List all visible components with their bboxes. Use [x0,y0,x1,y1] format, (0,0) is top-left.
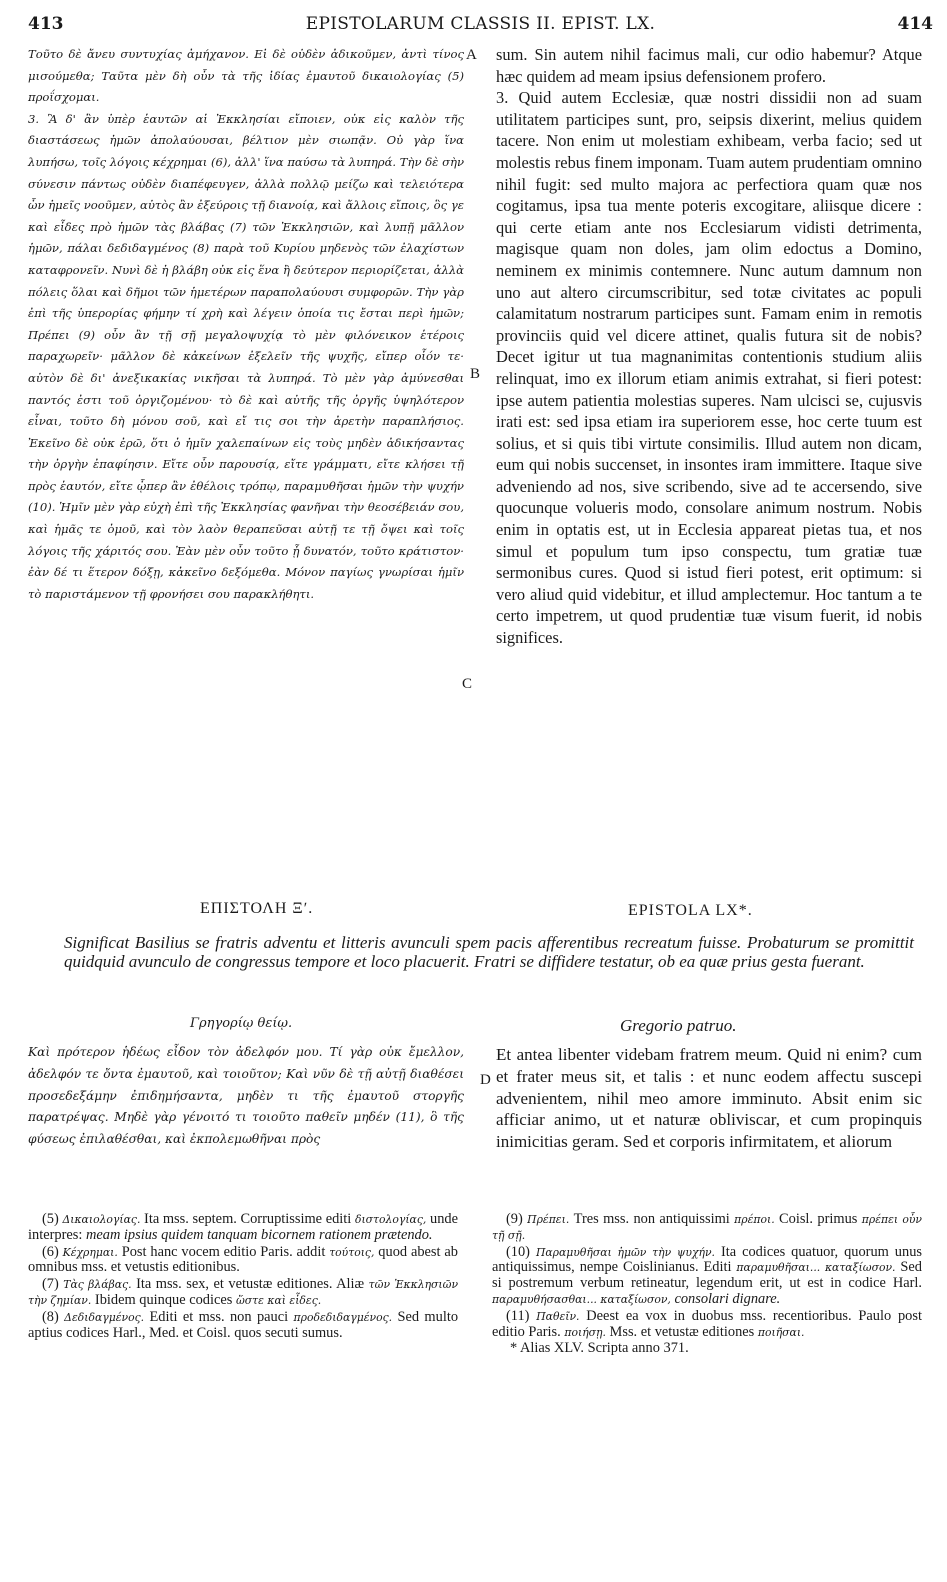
footnote-11 [492,1309,922,1341]
footnote-text: Ita codices quatuor, quorum unus antiquissimus, nempe Coislinianus. Editi [492,1243,922,1276]
footnote-9 [492,1212,922,1244]
margin-letter-c: C [462,676,473,692]
footnote-10 [492,1245,922,1308]
footnote-greek: τῶν Ἐκκλησιῶν τὴν ζημίαν. [28,1278,459,1307]
page-number-right: 414 [897,14,933,34]
footnote-text: Sed multo aptius codices Harl., Med. et Coisl. quos secuti sumus. [28,1308,459,1341]
alias-note: * Alias XLV. Scripta anno 371. [510,1340,689,1357]
footnote-lemma: Δεδιδαγμένος. [64,1310,145,1324]
address-latin: Gregorio patruo. [620,1016,737,1035]
margin-letter-b: B [470,366,481,382]
epistle-heading-latin: EPISTOLA LX*. [628,902,753,919]
footnote-6 [28,1245,458,1277]
footnotes-left [28,1212,458,1342]
footnote-lemma: Δικαιολογίας. [62,1213,141,1226]
footnote-text: Coisl. primus [779,1211,858,1227]
footnote-number: (5) [42,1211,59,1227]
running-head [28,10,933,40]
footnote-greek: διστολογίας, [354,1213,427,1226]
footnote-number: (11) [506,1307,530,1324]
footnote-5 [28,1212,458,1244]
footnote-greek: προδεδιδαγμένος. [293,1310,393,1324]
epistle-summary: Significat Basilius se fratris adventu et litteris avunculi spem pacis afferentibus recreatum fuisse. Probaturum se promittit quidquid avunculo de congressus tempore et loco placuerit. Fratri se diffidere testatur, ob ea quæ prius gesta fuerant. [64,933,914,971]
footnote-text: Deest ea vox in duobus mss. recentioribus. Paulo post editio Paris. [492,1307,922,1340]
footnote-text: Tres mss. non antiquissimi [573,1211,730,1227]
margin-letter-a: A [466,47,477,63]
page-title: EPISTOLARUM CLASSIS II. EPIST. LX. [305,14,656,34]
footnote-7 [28,1277,458,1309]
footnote-greek: παραμυθῆσαι... καταξίωσον. [736,1261,896,1275]
footnote-number: (9) [506,1211,523,1227]
footnote-text: unde interpres: [28,1211,458,1243]
footnote-lemma: Παθεῖν. [536,1309,580,1323]
footnote-text: Mss. et vetustæ editiones [609,1323,755,1340]
margin-letter-d: D [480,1072,491,1088]
footnote-text: Editi et mss. non pauci [149,1308,289,1325]
footnote-text: Post hanc vocem editio Paris. addit [121,1243,326,1260]
footnote-italic: consolari dignare. [674,1290,781,1307]
greek-letter-text: Καὶ πρότερον ἡδέως εἶδον τὸν ἀδελφόν μου. Τί γὰρ οὐκ ἔμελλον, ἀδελφόν τε ὄντα ἐμαυτοῦ, καὶ τοιοῦτον; Καὶ νῦν δὲ τῇ αὐτῇ διαθέσει προσεδεξάμην ἐπιδημήσαντα, μηδὲν τι τῆς ἐμαυτοῦ στοργῆς παρατρέψας. Μηδὲ γὰρ γένοιτό τι τοιοῦτο παθεῖν μηδέν (11), ὃ τῆς φύσεως ἐπιλαθέσθαι, καὶ ἐκπολεμωθῆναι πρὸς [28,1045,464,1147]
footnote-text: Ita mss. septem. Corruptissime editi [144,1211,352,1227]
footnote-lemma: Κέχρημαι. [62,1245,118,1259]
footnote-greek: πρέπει οὖν τῇ σῇ. [492,1213,922,1242]
footnote-greek: παραμυθήσασθαι... καταξίωσον, [492,1292,671,1306]
footnote-number: (6) [42,1243,59,1260]
page-number-left: 413 [28,14,64,34]
address-greek: Γρηγορίῳ θείῳ. [190,1016,293,1031]
footnotes-right [492,1212,922,1358]
footnote-8 [28,1310,458,1342]
footnote-lemma: Τὰς βλάβας. [63,1278,132,1292]
footnote-greek: τούτοις, [329,1245,375,1259]
footnote-text: quod abest ab omnibus mss. et vetustis editionibus. [28,1243,458,1276]
footnote-greek: ποιήσῃ. [564,1325,606,1339]
footnote-text: Ita mss. sex, et vetustæ editiones. Aliæ [136,1276,365,1293]
footnote-lemma: Πρέπει. [527,1213,570,1226]
latin-letter-text: Et antea libenter videbam fratrem meum. Quid ni enim? cum et frater meus sit, et talis : et nunc eodem affectu suscepi advenientem, nihil meo amore imminuto. Absit enim sic afficiar animo, ut et naturæ obliviscar, et cum propinquis inimicitias geram. Sed et corporis infirmitatem, et aliorum [496,1045,922,1152]
epistle-heading-greek: ΕΠΙΣΤΟΛΗ Ξʹ. [200,900,314,917]
footnote-lemma: Παραμυθῆσαι ἡμῶν τὴν ψυχήν. [535,1245,715,1259]
footnote-number: (8) [42,1308,59,1325]
footnote-greek: ὥστε καὶ εἶδες. [236,1293,322,1307]
footnote-number: (7) [42,1276,59,1293]
footnote-italic: meam ipsius quidem tanquam bicornem rationem prætendo. [85,1226,433,1243]
footnote-greek: ποιῆσαι. [757,1325,805,1339]
footnote-number: (10) [506,1243,530,1260]
footnote-text: Ibidem quinque codices [94,1291,233,1308]
latin-text-column: sum. Sin autem nihil facimus mali, cur odio habemur? Atque hæc quidem ad meam ipsius defensionem profero. 3. Quid autem Ecclesiæ, quæ nostri dissidii non ad suam utilitatem participes sunt, pro, seipsis dixerint, melius quidem tacere. Non enim ut molestiam exhibeam, verba facio; sed ut molestis rebus finem imponam. Tuam autem prudentiam omnino nihil fugit: sed multo majora ac perfectiora quam quæ nos cogitamus, ipsa tua mente poteris excogitare, aliisque dicere : qui certe etiam ante nos Ecclesiarum vidisti detrimenta, magisque quam non doles, jam olim edoctus a Domino, neminem ex minimis contemnere. Nunc autum damnum non uno aut altero circumscribitur, sed totæ civitates ac populi calamitatum nostrarum participes sunt. Famam enim in remotis provinciis quid vel dicere attinet, qualis futura sit de nobis? Decet igitur ut tua magnanimitas contentionis studium aliis relinquat, imo ex illorum etiam animis extrahat, si fieri potest: ipse autem patientia molestias superes. Nam ulcisci se, cujusvis irati est: sed ipsa etiam ira superiorem esse, hoc certe tuum est solius, et si quis tibi virtute consimilis. Illud autem non dicam, eum qui nobis succenset, in insontes iram immittere. Itaque sive adveniendo ad nos, sive scribendo, sive ad te accersendo, sive quocunque volueris modo, consolare animum nostrum. Nobis enim in optatis est, ut in Ecclesia appareat pietas tua, et nos simul et populum tum ipso conspectu, tum gratiæ tuæ sermonibus cures. Quod si istud fieri potest, erit optimum: si vero aliud quid videbitur, et illud amplectemur. Hoc tantum a te certo impetrem, ut quod prudentiæ tuæ visum fuerit, id nobis significes. [496,45,922,648]
footnote-greek: πρέποι. [734,1213,775,1226]
footnote-text: Sed si postremum verbum retineatur, legendum erit, ut est in codice Harl. [492,1259,922,1292]
greek-text-column: Τοῦτο δὲ ἄνευ συντυχίας ἀμήχανον. Εἰ δὲ οὐδὲν ἀδικοῦμεν, ἀντὶ τίνος μισούμεθα; Ταῦτα μὲν δὴ οὖν τὰ τῆς ἰδίας ἐμαυτοῦ δικαιολογίας (5) προΐσχομαι. 3. Ἃ δ' ἂν ὑπὲρ ἑαυτῶν αἱ Ἐκκλησίαι εἴποιεν, οὐκ εἰς καλὸν τῆς διαστάσεως ἡμῶν ἀπολαύουσαι, βέλτιον μὲν σιωπᾷν. Οὐ γὰρ ἵνα λυπήσω, τοῖς λόγοις κέχρημαι (6), ἀλλ' ἵνα παύσω τὰ λυπηρά. Τὴν δὲ σὴν σύνεσιν πάντως οὐδὲν διαπέφευγεν, ἀλλὰ πολλῷ μείζω καὶ τελειότερα ὧν ἡμεῖς νοοῦμεν, αὐτὸς ἂν ἐξεύροις τῇ διανοίᾳ, καὶ ἄλλοις εἴποις, ὃς γε καὶ εἶδες πρὸ ἡμῶν τὰς βλάβας (7) τῶν Ἐκκλησιῶν, καὶ λυπῇ μᾶλλον ἡμῶν, πάλαι δεδιδαγμένος (8) παρὰ τοῦ Κυρίου μηδενὸς τῶν ἐλαχίστων καταφρονεῖν. Νυνὶ δὲ ἡ βλάβη οὐκ εἰς ἕνα ἢ δεύτερον περιορίζεται, ἀλλὰ πόλεις ὅλαι καὶ δῆμοι τῶν ἡμετέρων παραπολαύουσι συμφορῶν. Τὴν γὰρ ἐπὶ τῆς ὑπερορίας φήμην τί χρὴ καὶ λέγειν ὁποία τις ἔσται περὶ ἡμῶν; Πρέπει (9) οὖν ἂν τῇ σῇ μεγαλοψυχίᾳ τὸ μὲν φιλόνεικον ἑτέροις παραχωρεῖν· μᾶλλον δὲ κἀκείνων ἐξελεῖν τῆς ψυχῆς, εἴπερ οἷόν τε· αὐτὸν δὲ δι' ἀνεξικακίας νικῆσαι τὰ λυπηρά. Τὸ μὲν γὰρ ἀμύνεσθαι παντός ἐστι τοῦ ὀργιζομένου· τὸ δὲ καὶ αὐτῆς τῆς ὀργῆς ὑψηλότερον εἶναι, τοῦτο δὴ μόνου σοῦ, καὶ εἴ τις σοι τὴν ἀρετὴν παραπλήσιος. Ἐκεῖνο δὲ οὐκ ἐρῶ, ὅτι ὁ ἡμῖν χαλεπαίνων εἰς τοὺς μηδὲν ἀδικήσαντας τὴν ὀργὴν ἐπαφίησιν. Εἴτε οὖν παρουσίᾳ, εἴτε γράμματι, εἴτε κλήσει τῇ πρὸς ἑαυτόν, εἴτε ᾧπερ ἂν ἐθέλοις τρόπῳ, παραμυθῆσαι ἡμῶν τὴν ψυχήν (10). Ἡμῖν μὲν γὰρ εὐχὴ ἐπὶ τῆς Ἐκκλησίας φανῆναι τὴν θεοσέβειάν σου, καὶ ἡμᾶς τε ὁμοῦ, καὶ τὸν λαὸν θεραπεῦσαι αὐτῇ τε τῇ ὄψει καὶ τοῖς λόγοις τῆς χάριτός σου. Ἐὰν μὲν οὖν τοῦτο ᾖ δυνατόν, τοῦτο κράτιστον· ἐὰν δέ τι ἕτερον δόξῃ, κἀκεῖνο δεξόμεθα. Μόνον παγίως γνωρίσαι ἡμῖν τὸ παριστάμενον τῇ φρονήσει σου παρακλήθητι. [28,47,464,601]
